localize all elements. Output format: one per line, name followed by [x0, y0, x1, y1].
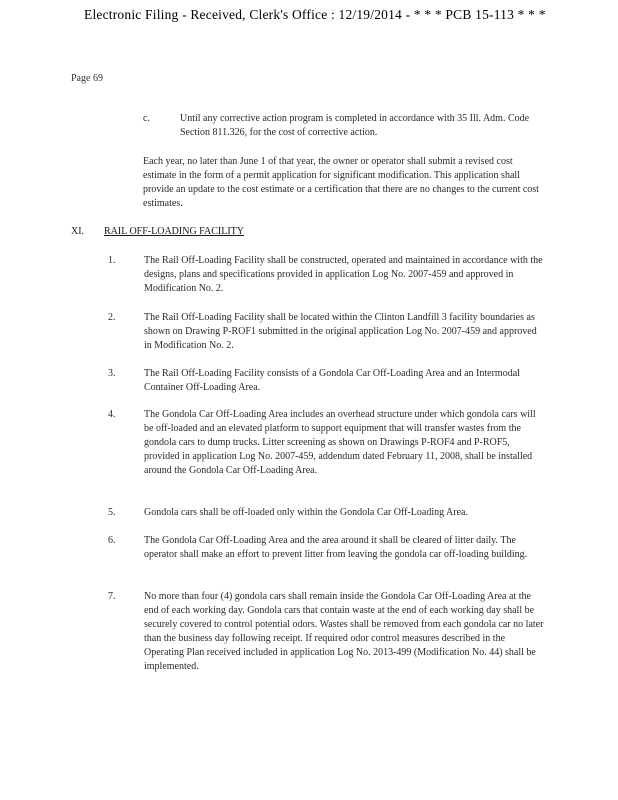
section-heading: [71, 226, 244, 237]
filing-header: Electronic Filing - Received, Clerk's Office : 12/19/2014 - * * * PCB 15-113 * * *: [84, 7, 546, 22]
item-text: The Gondola Car Off-Loading Area includes an overhead structure under which gondola cars will be off-loaded and an elevated platform to support equipment that will transfer wastes from the gondola cars to dump trucks. Litter screening as shown on Drawings P-ROF4 and P-ROF5, provided in application Log No. 2007-459, addendum dated February 11, 2008, shall be installed around the Gondola Car Off-Loading Area.: [144, 409, 536, 476]
item-number: 3.: [108, 368, 116, 379]
item-text: No more than four (4) gondola cars shall remain inside the Gondola Car Off-Loading Area at the end of each working day. Gondola cars that contain waste at the end of each working day shall be securely covered to control potential odors. Wastes shall be removed from each gondola car no later than the business day following receipt. If required odor control measures described in the Operating Plan received included in application Log No. 2013-499 (Modification No. 44) shall be implemented.: [144, 591, 544, 672]
sub-item-text: Until any corrective action program is completed in accordance with 35 Ill. Adm. Code Section 811.326, for the cost of corrective action.: [180, 113, 530, 138]
item-number: 1.: [108, 255, 116, 266]
item-text: The Rail Off-Loading Facility consists of a Gondola Car Off-Loading Area and an Intermodal Container Off-Loading Area.: [144, 368, 520, 393]
item-text: Gondola cars shall be off-loaded only within the Gondola Car Off-Loading Area.: [144, 507, 468, 518]
item-number: 7.: [108, 591, 116, 602]
item-number: 5.: [108, 507, 116, 518]
item-number: 2.: [108, 312, 116, 323]
item-number: 4.: [108, 409, 116, 420]
item-text: The Rail Off-Loading Facility shall be constructed, operated and maintained in accordance with the designs, plans and specifications provided in application Log No. 2007-459 and approved in Modification No. 2.: [144, 255, 543, 294]
item-text: The Gondola Car Off-Loading Area and the area around it shall be cleared of litter daily. The operator shall make an effort to prevent litter from leaving the gondola car off-loading building.: [144, 535, 528, 560]
cost-estimate-paragraph: Each year, no later than June 1 of that year, the owner or operator shall submit a revised cost estimate in the form of a permit application for significant modification. This application shall provide an update to the cost estimate or a certification that there are no changes to the current cost estimates.: [143, 156, 539, 209]
item-number: 6.: [108, 535, 116, 546]
item-text: The Rail Off-Loading Facility shall be located within the Clinton Landfill 3 facility boundaries as shown on Drawing P-ROF1 submitted in the original application Log No. 2007-459 and approved in Modification No. 2.: [144, 312, 537, 351]
sub-item-letter: c.: [143, 113, 150, 124]
section-number: XI.: [71, 226, 85, 237]
section-title: RAIL OFF-LOADING FACILITY: [104, 226, 244, 237]
page-number: Page 69: [71, 73, 103, 84]
